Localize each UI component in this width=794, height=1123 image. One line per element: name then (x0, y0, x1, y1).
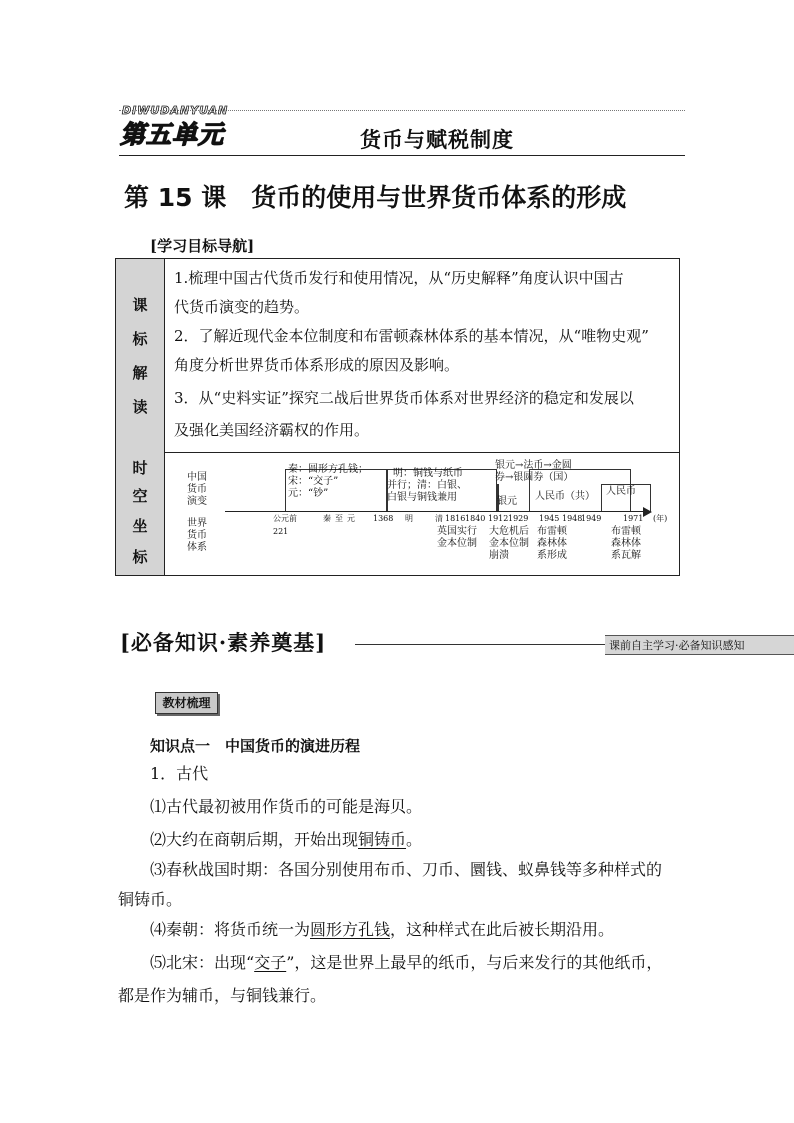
era-ming-qing: 明：铜钱与纸币 (393, 468, 463, 479)
tick-label: 1945 (539, 514, 560, 523)
header-bottom-rule (119, 155, 685, 156)
era-rmb-gong: 人民币（共） (535, 491, 595, 502)
goal-line: 1.梳理中国古代货币发行和使用情况，从“历史解释”角度认识中国古 (174, 269, 624, 287)
curriculum-label-char: 解 (132, 364, 148, 382)
textbook-review-badge: 教材梳理 (155, 692, 218, 714)
text: ⑷秦朝：将货币统一为 (150, 920, 311, 939)
underlined-answer: 铜铸币 (358, 830, 407, 849)
event-uk-gold: 金本位制 (437, 538, 477, 549)
tick-label: 元 (347, 514, 355, 523)
era-ming-qing: 白银与铜钱兼用 (387, 492, 457, 503)
tick-label: 1929 (508, 514, 529, 523)
text: 。 (406, 830, 423, 849)
section-rule (355, 644, 605, 645)
event-bw-end: 森林体 (611, 538, 641, 549)
tick-label: 1948 (562, 514, 583, 523)
unit-pinyin: DIWUDANYUAN (122, 104, 229, 117)
paragraph (150, 946, 690, 979)
paragraph (150, 913, 710, 946)
tick-label: 1816 (445, 514, 466, 523)
event-bw-form: 系形成 (537, 550, 567, 561)
era-ming-qing: 并行；清：白银、 (387, 480, 467, 491)
timeline-label-char: 空 (132, 487, 148, 505)
event-bw-form: 森林体 (537, 538, 567, 549)
event-uk-gold: 英国实行 (437, 526, 477, 537)
tick-label: 221 (273, 527, 289, 536)
tick-label: 明 (405, 514, 413, 523)
text: ，这种样式在此后被长期沿用。 (390, 920, 615, 939)
timeline-label-cell (116, 452, 165, 575)
lesson-title: 第 15 课 货币的使用与世界货币体系的形成 (124, 183, 627, 212)
curriculum-label-char: 标 (132, 330, 148, 348)
tick-label: 1840 (465, 514, 486, 523)
tick-label: 公元前 (273, 514, 297, 523)
goal-line: 及强化美国经济霸权的作用。 (174, 421, 370, 439)
timeline-label-char: 标 (132, 548, 148, 566)
subsection-heading: 1．古代 (150, 764, 209, 783)
paragraph (150, 823, 710, 856)
paragraph: 铜铸币。 (118, 890, 183, 909)
timeline-diagram (165, 452, 679, 575)
era-qin-song-yuan: 元：“钞” (288, 488, 329, 499)
event-crisis: 崩溃 (489, 550, 509, 561)
paragraph: ⑶春秋战国时期：各国分别使用布币、刀币、圜钱、蚁鼻钱等多种样式的 (150, 860, 663, 879)
curriculum-label-cell (116, 259, 165, 452)
event-bw-end: 布雷顿 (611, 526, 641, 537)
event-crisis: 金本位制 (489, 538, 529, 549)
china-label: 中国 (187, 472, 207, 483)
section-tag: 课前自主学习·必备知识感知 (605, 635, 794, 655)
timeline-label-char: 时 (132, 459, 148, 477)
china-label: 货币 (187, 484, 207, 495)
paragraph: 都是作为辅币，与铜钱兼行。 (118, 986, 327, 1005)
tick-label: 清 (435, 514, 443, 523)
text: ⑵大约在商朝后期，开始出现 (150, 830, 359, 849)
knowledge-point-title: 知识点一 中国货币的演进历程 (150, 737, 361, 755)
timeline-row (116, 452, 679, 575)
text: ⑸北宋：出现“ (150, 953, 255, 972)
underlined-answer: 圆形方孔钱 (310, 920, 391, 939)
tick-label: 1971 (623, 514, 644, 523)
event-crisis: 大危机后 (489, 526, 529, 537)
era-roc: 券→银圆券（国） (495, 472, 574, 483)
tick-label: 1912 (488, 514, 509, 523)
tick-label: 至 (335, 514, 343, 523)
event-bw-end: 系瓦解 (611, 550, 641, 561)
tick-label: 秦 (323, 514, 331, 523)
study-goals-label: [学习目标导航] (150, 237, 255, 255)
goals-table (115, 258, 680, 576)
era-qin-song-yuan: 秦：圆形方孔钱； (288, 464, 368, 475)
era-rmb: 人民币 (606, 486, 636, 497)
tick-label: 1368 (373, 514, 394, 523)
era-roc: 银元→法币→金圆 (495, 460, 572, 471)
unit-title: 货币与赋税制度 (360, 127, 514, 152)
tick-label: 1949 (581, 514, 602, 523)
section-title: [必备知识·素养奠基] (120, 630, 327, 655)
era-yinyuan: 银元 (497, 496, 517, 507)
unit-name: 第五单元 (120, 120, 225, 149)
tick-label: (年) (653, 514, 668, 523)
timeline-arrow-icon (643, 507, 652, 517)
goal-line: 2．了解近现代金本位制度和布雷顿森林体系的基本情况，从“唯物史观” (174, 327, 649, 345)
goal-line: 代货币演变的趋势。 (174, 298, 310, 316)
curriculum-row (116, 259, 679, 453)
era-qin-song-yuan: 宋：“交子” (288, 476, 339, 487)
world-label: 体系 (187, 542, 207, 553)
curriculum-label-char: 课 (132, 296, 148, 314)
china-label: 演变 (187, 496, 207, 507)
underlined-answer: 交子 (254, 953, 287, 972)
goal-line: 3．从“史料实证”探究二战后世界货币体系对世界经济的稳定和发展以 (174, 389, 634, 407)
event-bw-form: 布雷顿 (537, 526, 567, 537)
world-label: 货币 (187, 530, 207, 541)
paragraph: ⑴古代最初被用作货币的可能是海贝。 (150, 797, 423, 816)
timeline-axis (225, 511, 645, 512)
goal-line: 角度分析世界货币体系形成的原因及影响。 (174, 356, 460, 374)
timeline-label-char: 坐 (132, 517, 148, 535)
world-label: 世界 (187, 518, 207, 529)
text: ”，这是世界上最早的纸币，与后来发行的其他纸币， (286, 953, 663, 972)
curriculum-label-char: 读 (132, 398, 148, 416)
